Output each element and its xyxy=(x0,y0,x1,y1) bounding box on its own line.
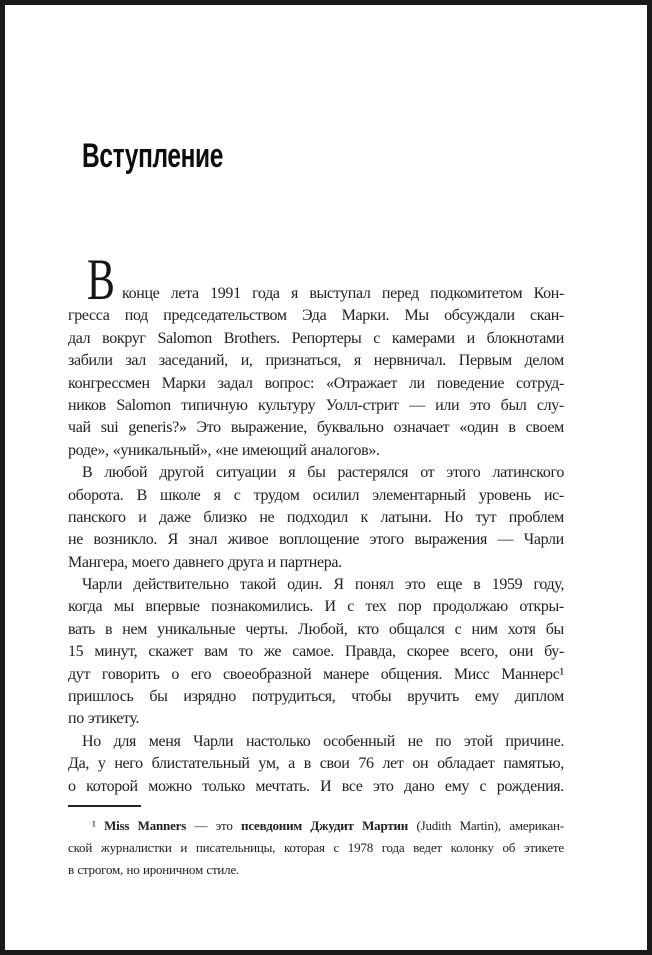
text-line: ¹ Miss Manners — это псевдоним Джудит Мартин (Judith Martin), американ- xyxy=(92,818,564,833)
text-line: пришлось бы изрядно потрудиться, чтобы вручить ему диплом xyxy=(68,688,564,706)
text-line: панского и даже близко не подходил к латыни. Но тут проблем xyxy=(68,508,564,526)
text-line: Мангера, моего давнего друга и партнера. xyxy=(68,553,342,571)
text-line: гресса под председательством Эда Марки. Мы обсуждали скан- xyxy=(68,307,564,325)
text-line: забили зал заседаний, и, признаться, я нервничал. Первым делом xyxy=(68,352,564,370)
chapter-heading: Вступление xyxy=(82,137,223,175)
text-line: конце лета 1991 года я выступал перед подкомитетом Кон- xyxy=(122,285,564,302)
text-line: о которой можно только мечтать. И все это дано ему с рождения. xyxy=(68,777,564,795)
footnote xyxy=(68,815,564,881)
text-line: 15 минут, скажет вам то же самое. Правда, скорее всего, они бу- xyxy=(68,643,564,661)
text-line: чай sui generis?» Это выражение, буквально означает «один в своем xyxy=(68,419,564,437)
text-line: не возникло. Я знал живое воплощение этого выражения — Чарли xyxy=(68,531,564,549)
text-line: ской журналистки и писательницы, которая с 1978 года ведет колонку об этикете xyxy=(68,840,564,855)
text-line: Но для меня Чарли настолько особенный не по этой причине. xyxy=(82,732,564,750)
footnote-divider xyxy=(68,805,141,807)
text-line: оборота. В школе я с трудом осилил элементарный уровень ис- xyxy=(68,486,564,504)
text-line: дал вокруг Salomon Brothers. Репортеры с камерами и блокнотами xyxy=(68,329,564,347)
text-line: когда мы впервые познакомились. И с тех пор продолжаю откры- xyxy=(68,598,564,616)
text-line: вать в нем уникальные черты. Любой, кто общался с ним хотя бы xyxy=(68,620,564,638)
text-line: конгрессмен Марки задал вопрос: «Отражает ли поведение сотруд- xyxy=(68,374,564,392)
initial-cap: В xyxy=(87,247,115,312)
text-line: Да, у него блистательный ум, а в свои 76 лет он обладает памятью, xyxy=(68,755,564,773)
body-text xyxy=(68,247,564,798)
text-line: роде», «уникальный», «не имеющий аналогов». xyxy=(68,441,380,459)
text-line: ников Salomon типичную культуру Уолл-стрит — или это был слу- xyxy=(68,396,564,414)
text-line: В любой другой ситуации я бы растерялся от этого латинского xyxy=(82,464,564,482)
text-line: дут говорить о его своеобразной манере общения. Мисс Маннерс¹ xyxy=(68,665,564,683)
text-line: в строгом, но ироничном стиле. xyxy=(68,862,240,877)
text-line: Чарли действительно такой один. Я понял это еще в 1959 году, xyxy=(82,576,564,594)
text-line: по этикету. xyxy=(68,710,140,728)
